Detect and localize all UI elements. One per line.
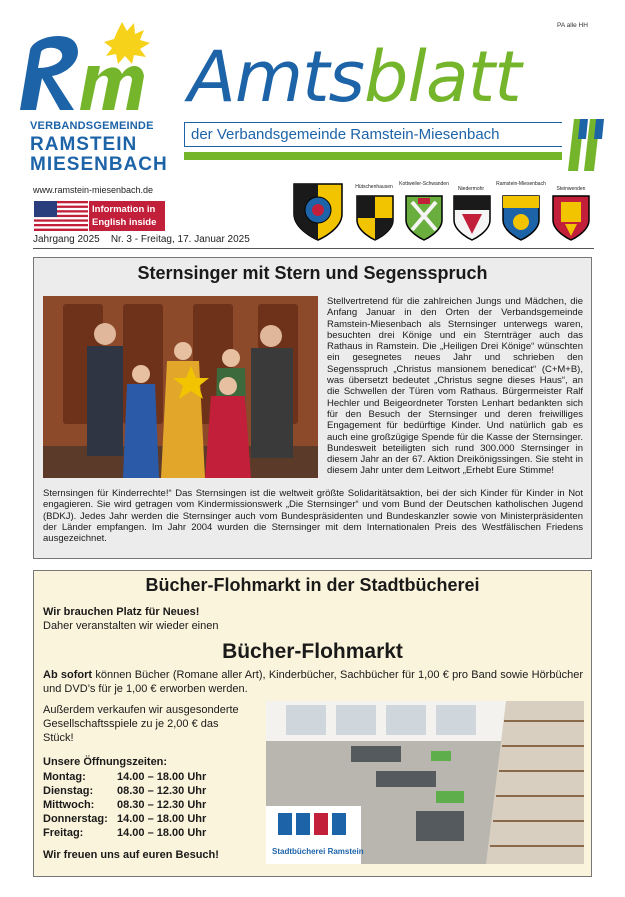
crest-niedermohr bbox=[452, 194, 492, 242]
hours-day: Donnerstag: bbox=[43, 813, 108, 825]
article2-title: Bücher-Flohmarkt in der Stadtbücherei bbox=[145, 575, 480, 595]
vg-name-line3: MIESENBACH bbox=[30, 154, 168, 175]
logo-r-letter bbox=[20, 36, 78, 110]
hours-row bbox=[43, 784, 206, 798]
article1-text-full: Sternsingen für Kinderrechte!“ Das Sternsingen ist die weltweit größte Solidaritätsaktion, bei der sich Kinder für Kinder in Not engagieren. Sie wird getragen vom Kindermissionswerk „Die Sternsinger“ und vom Bund der Deutschen katholischen Jugend (BDKJ). Jedes Jahr werden die Sternsinger auch vom Bundespräsidenten und Bundeskanzler sowie von Ministerpräsidenten der Länder empfangen. Im Jahr 2004 wurden die Sternsinger mit dem Internationalen Preis des Westfälischen Friedens ausgezeichnet. bbox=[43, 488, 583, 545]
article2-big-title: Bücher-Flohmarkt bbox=[222, 640, 403, 663]
hours-time: 14.00 – 18.00 Uhr bbox=[117, 813, 207, 825]
hours-time: 14.00 – 18.00 Uhr bbox=[117, 827, 207, 839]
green-rule bbox=[184, 152, 562, 160]
article2-offer-text: können Bücher (Romane aller Art), Kinderbücher, Sachbücher für 1,00 € pro Band sowie Hörbücher und DVD’s für je 1,00 € erworben werden. bbox=[43, 669, 583, 695]
vg-name-line1: VERBANDSGEMEINDE bbox=[30, 120, 154, 132]
crest-label-niedermohr: Niedermohr bbox=[457, 186, 485, 192]
kid-yellow bbox=[161, 342, 205, 478]
crest-vg bbox=[290, 180, 346, 242]
issue-info: Jahrgang 2025 Nr. 3 - Freitag, 17. Januar 2025 bbox=[33, 234, 250, 245]
library-photo bbox=[266, 701, 584, 864]
hours-row bbox=[43, 826, 206, 840]
article2-daher: Daher veranstalten wir wieder einen bbox=[43, 620, 219, 632]
article2-offer-bold: Ab sofort bbox=[43, 669, 93, 681]
us-flag-icon bbox=[34, 201, 88, 231]
crest-label-ramstein: Ramstein-Miesenbach bbox=[496, 181, 546, 187]
article2-extra: Außerdem verkaufen wir ausgesonderte Gesellschaftsspiele zu je 2,00 € das Stück! bbox=[43, 704, 239, 744]
crest-steinwenden bbox=[551, 194, 591, 242]
crest-label-kottweiler: Kottweiler-Schwanden bbox=[399, 181, 449, 187]
masthead-subtitle: der Verbandsgemeinde Ramstein-Miesenbach bbox=[191, 126, 500, 143]
website-link[interactable]: www.ramstein-miesenbach.de bbox=[33, 185, 154, 195]
article1-text-right: Stellvertretend für die zahlreichen Jungs und Mädchen, die Anfang Januar in den Orten der Verbandsgemeinde Ramstein-Miesenbach als Sternsinger unterwegs waren, besuchten drei Könige und ein Sternträger auch das Rathaus in Ramstein. Die „Heiligen Drei Könige“ wünschten ein gesegnetes neues Jahr und schrieben den Segensspruch „Christus mansionem benedicat“ (C+M+B), was übersetzt bedeutet „Christus segne dieses Haus“, an die Schwellen der Türen vom Rathaus. Bürgermeister Ralf Hechler und Beigeordneter Torsten Lenhart bedankten sich für den Besuch der Sternsinger und deren freiwilliges Engagement für bedürftige Kinder. Und natürlich gab es auch eine großzügige Spende für die Kasse der Sternsinger. Bundesweit beteiligten sich rund 300.000 Sternsinger in diesem Jahr an der 67. Aktion Dreikönigssingen. Sie steht in diesem Jahr unter dem Leitwort „Erhebt Eure Stimme! bbox=[327, 296, 583, 477]
header-divider bbox=[33, 248, 594, 249]
opening-hours bbox=[43, 770, 206, 840]
english-info-line2: English inside bbox=[92, 217, 157, 228]
sternsinger-photo bbox=[43, 296, 318, 478]
hours-time: 14.00 – 18.00 Uhr bbox=[117, 771, 207, 783]
article2-need: Wir brauchen Platz für Neues! bbox=[43, 606, 200, 618]
hours-day: Dienstag: bbox=[43, 785, 94, 797]
hours-row bbox=[43, 798, 206, 812]
crest-label-huetschenhausen: Hütschenhausen bbox=[355, 184, 393, 190]
vg-name-line2: RAMSTEIN bbox=[30, 134, 138, 155]
hours-day: Freitag: bbox=[43, 827, 84, 839]
hours-day: Mittwoch: bbox=[43, 799, 95, 811]
hours-day: Montag: bbox=[43, 771, 86, 783]
hours-time: 08.30 – 12.30 Uhr bbox=[117, 785, 207, 797]
library-label: Stadtbücherei Ramstein bbox=[272, 847, 364, 856]
article1-title: Sternsinger mit Stern und Segensspruch bbox=[137, 263, 488, 283]
crest-huetschenhausen bbox=[355, 194, 395, 242]
vg-logo bbox=[14, 22, 166, 117]
logo-m-letter bbox=[80, 66, 144, 110]
hours-row bbox=[43, 812, 206, 826]
article2-offer bbox=[43, 668, 583, 696]
logo-sun bbox=[104, 22, 150, 64]
crest-label-steinwenden: Steinwenden bbox=[556, 186, 586, 192]
article2-closing: Wir freuen uns auf euren Besuch! bbox=[43, 849, 219, 861]
distribution-note: PA alle HH bbox=[557, 22, 588, 29]
crest-kottweiler bbox=[404, 194, 444, 242]
masthead-title bbox=[188, 32, 521, 122]
masthead-title-part2: blatt bbox=[364, 36, 521, 118]
masthead-title-part1: Amts bbox=[188, 36, 364, 118]
hours-row bbox=[43, 770, 206, 784]
crest-ramstein bbox=[501, 194, 541, 242]
english-info-badge bbox=[89, 201, 165, 231]
hours-time: 08.30 – 12.30 Uhr bbox=[117, 799, 207, 811]
english-info-line1: Information in bbox=[92, 204, 156, 215]
hours-title: Unsere Öffnungszeiten: bbox=[43, 756, 168, 768]
slash-ornament bbox=[566, 119, 610, 171]
